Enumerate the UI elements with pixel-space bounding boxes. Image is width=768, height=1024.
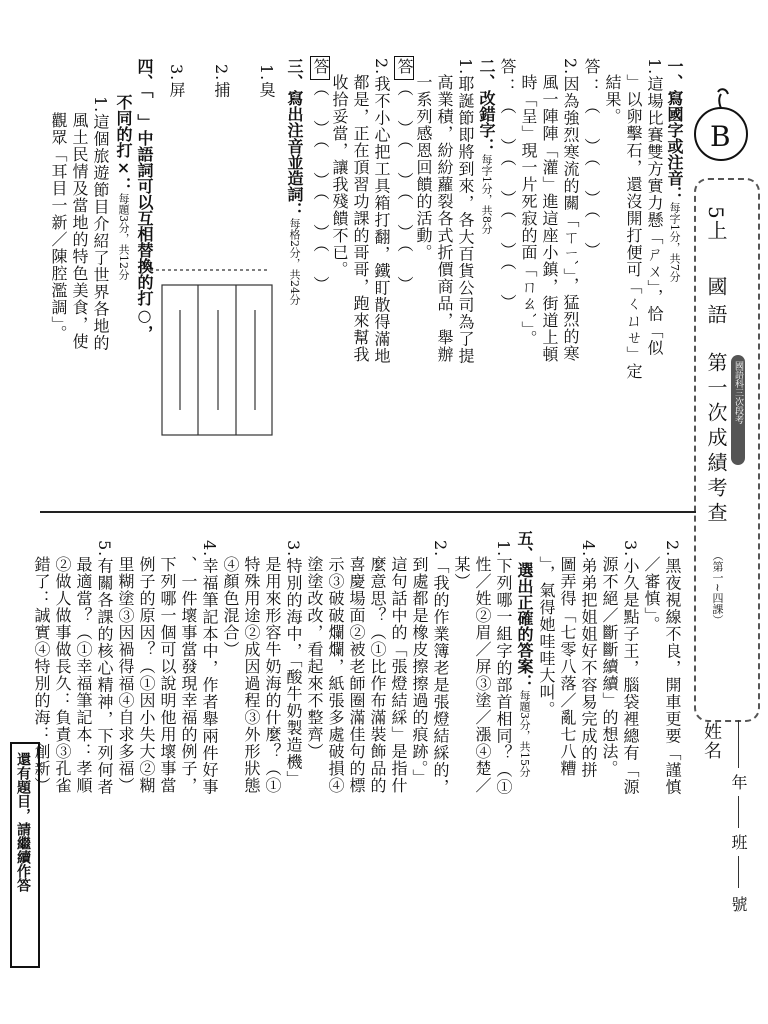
- name-label: 姓名: [701, 722, 722, 760]
- s5-q5-line4: 錯了：誠實④特別的海：創新）: [32, 556, 51, 794]
- s5-q4-line2: 、一件壞事當發現幸福的例子，: [179, 556, 198, 794]
- s5-q5-line1: 5.有關各課的核心精神，下列何者: [95, 540, 114, 796]
- version-letter: B: [710, 120, 731, 153]
- s5-q2-line7: 塗塗改改，看起來不整齊）: [305, 556, 324, 760]
- s5-q3-line3: 特殊用途②成因過程③外形狀態: [242, 556, 261, 794]
- s5-q4-line3: 下列哪一個可以說明他用壞事當: [158, 556, 177, 794]
- section1-heading: 一、寫國字或注音：每字1分，共7分: [665, 58, 684, 282]
- subject-badge: 國語科三次段考: [731, 355, 745, 465]
- s5-q4-line4: 例子的原因？（①因小失大②糊: [137, 556, 156, 794]
- s2-q2-line3: 收拾妥當，讓我殘饋不已。: [330, 74, 349, 278]
- s4-q1-line1: 1.這個旅遊節目介紹了世界各地的: [91, 96, 110, 352]
- s2-q1-line1: 1.耶誕節即將到來，各大百貨公司為了提: [456, 58, 475, 365]
- s4-q2-line1: 2.黑夜視線不良，開車更要「謹慎: [663, 540, 682, 796]
- section5-heading: 五、選出正確的答案：每題3分，共15分: [515, 530, 534, 777]
- exam-grade: 5上: [704, 206, 728, 241]
- continue-notice-box: [10, 742, 40, 968]
- s4-q4-line3: 」，氣得她哇哇大叫。: [537, 556, 556, 718]
- s1-q1-line3: 結果。: [603, 74, 622, 125]
- s5-q1-line2: 性／姓②眉／屏③塗／漲④楚／: [473, 556, 492, 794]
- s5-q2-line5: 喜慶場面②被老師圈滿佳句的標: [347, 556, 366, 794]
- s5-q2-line1: 2.「我的作業簿老是張燈結綵的，: [431, 540, 450, 796]
- class-label: 班: [729, 834, 748, 851]
- s1-q1-line2: 」以卵擊石，還沒開打便可「ㄑㄩㄝ」定: [624, 74, 643, 380]
- s1-q2-line2: 風一陣陣「灌」進這座小鎮，街道上頓: [540, 74, 559, 363]
- s5-q1-line1: 1.下列哪一組字的部首相同？（①: [494, 540, 513, 796]
- name-field[interactable]: [738, 720, 739, 768]
- s5-q3-line4: ④顏色混合）: [221, 556, 240, 658]
- s1-q1-line1: 1.這場比賽雙方實力懸「ㄕㄨ」，恰「似: [645, 58, 664, 357]
- s1-answer2[interactable]: 答：（ ）（ ）（ ）（ ）: [498, 58, 517, 314]
- s4-q4-line1: 4.弟弟把姐姐好不容易完成的拼: [579, 540, 598, 779]
- s5-q4-line5: 里糊塗③因禍得福④自求多福）: [116, 556, 135, 794]
- answer-label-box: 答: [311, 58, 330, 78]
- s5-q2-line3: 這句話中的「張燈結綵」是指什: [389, 556, 408, 794]
- section-divider: [40, 511, 696, 513]
- s4-q1-line3: 觀眾「耳目一新／陳腔濫調」。: [49, 112, 68, 342]
- s3-answer-grid[interactable]: [150, 110, 280, 490]
- section3-heading: 三、寫出注音並造詞：每格2分，共24分: [285, 58, 304, 305]
- exam-subject: 國語: [704, 276, 728, 332]
- s2-answer1[interactable]: 答（ ）（ ）（ ）（ ）: [395, 58, 414, 296]
- s5-q1-line3: 某）: [452, 556, 471, 590]
- s4-q4-line2: 圖弄得「七零八落／亂七八糟: [558, 556, 577, 777]
- exam-range: （第一∼四課）: [711, 550, 724, 626]
- s5-q2-line2: 到處都是橡皮擦擦過的痕跡。」: [410, 556, 429, 786]
- s5-q3-line1: 3.特別的海中，「酸牛奶製造機」: [284, 540, 303, 788]
- s1-q2-line1: 2.因為強烈寒流的關「ㄒㄧˋ」，猛烈的寒: [561, 58, 580, 363]
- s2-answer2[interactable]: 答（ ）（ ）（ ）（ ）: [311, 58, 330, 296]
- answer-label-box: 答: [395, 58, 414, 78]
- s5-q3-line2: 是用來形容牛奶海的什麼？（①: [263, 556, 282, 794]
- year-field[interactable]: [738, 796, 739, 828]
- s4-q3-line2: 源不絕／斷斷續續」的想法。: [600, 556, 619, 777]
- section4-heading: 四、「 」中語詞可以互相替換的打○，: [135, 58, 154, 341]
- s3-char-3: 3.屏: [167, 64, 186, 99]
- class-field[interactable]: [738, 856, 739, 888]
- s5-q5-line3: ②做人做事做長久：負責③孔雀: [53, 556, 72, 794]
- s2-q2-line2: 都是，正在頂習功課的哥哥，跑來幫我: [351, 74, 370, 363]
- exam-title: 第一次成績考查: [704, 352, 728, 527]
- s4-q2-line2: ／審慎」。: [642, 556, 661, 633]
- section2-heading: 二、改錯字：每字1分，共8分: [477, 58, 496, 234]
- s2-q1-line2: 高業積，紛紛蘿裂各式折價商品，舉辦: [435, 74, 454, 363]
- s1-q2-line3: 時「呈」現一片死寂的面「ㄇㄠˋ」。: [519, 74, 538, 347]
- s5-q2-line4: 麼意思？（①比作布滿裝飾品的: [368, 556, 387, 794]
- section4-heading-2: 不同的打×：每題3分，共12分: [114, 94, 133, 280]
- s3-char-1: 1.臭: [257, 64, 276, 99]
- number-label: 號: [729, 896, 748, 913]
- s2-q1-line3: 一系列感恩回饋的活動。: [414, 74, 433, 261]
- continue-notice: 還有題目，請繼續作答: [15, 752, 31, 892]
- s1-answer1[interactable]: 答：（ ）（ ）（ ）: [582, 58, 601, 262]
- s4-q1-line2: 風土民情及當地的特色美食，使: [70, 112, 89, 350]
- s3-char-2: 2.捕: [212, 64, 231, 99]
- year-label: 年: [729, 774, 748, 791]
- s4-q3-line1: 3.小久是點子王，腦袋裡總有「源: [621, 540, 640, 796]
- s2-q2-line1: 2.我不小心把工具箱打翻，鐵盯散得滿地: [372, 58, 391, 365]
- s5-q5-line2: 最適當？（①幸福筆記本：孝順: [74, 556, 93, 794]
- s5-q2-line6: 示③破破爛爛，紙張多處破損④: [326, 556, 345, 794]
- s5-q4-line1: 4.幸福筆記本中，作者舉兩件好事: [200, 540, 219, 796]
